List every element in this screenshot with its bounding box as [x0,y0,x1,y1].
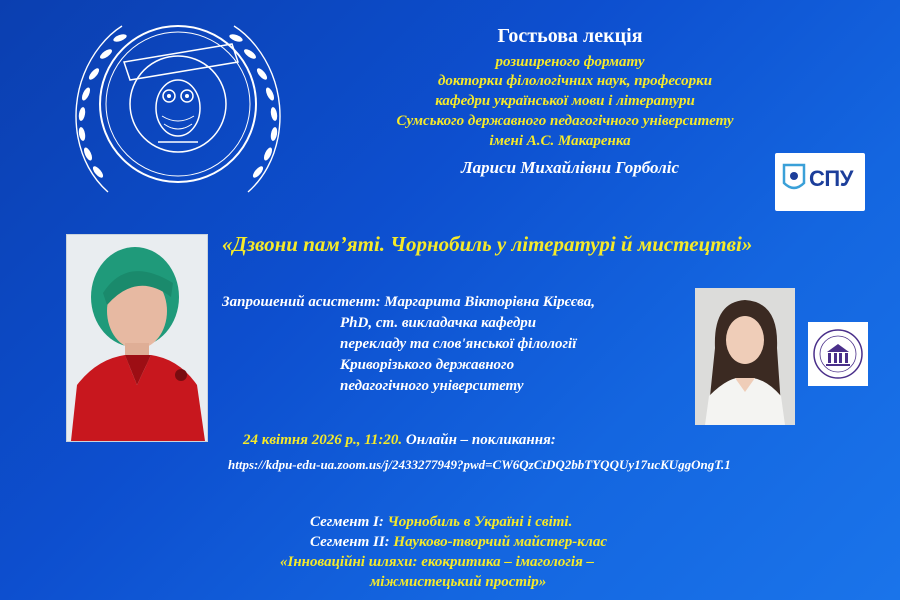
event-type-title: Гостьова лекція [497,25,643,47]
spu-university-logo [775,153,865,211]
kdpu-university-logo [808,322,868,386]
speaker-portrait-photo [66,234,208,442]
segment-two-subtitle-end: міжмистецький простір» [370,574,547,590]
segment-one-label: Сегмент І: [310,514,384,530]
segment-two-label: Сегмент ІІ: [310,534,390,550]
segment-one-text: Чорнобиль в Україні і світі. [383,514,573,530]
zoom-link[interactable]: https://kdpu-edu-ua.zoom.us/j/2433277949?pwd=CW6QzCtDQ2bbTYQQUy17ucKUggOngT.1 [228,457,731,472]
assistant-line: педагогічного університету [340,378,524,394]
assistant-line: PhD, ст. викладачка кафедри [340,315,537,331]
segment-two [310,532,607,552]
format-line: розширеного формату [495,54,645,70]
lecture-title: «Дзвони пам’яті. Чорнобиль у літературі й мистецтві» [222,232,753,256]
spu-logo-text: СПУ [809,166,853,191]
university-seal-logo [62,4,294,212]
speaker-name: Лариси Михайлівни Горболіс [460,158,680,177]
assistant-line: Запрошений асистент: Маргарита Вікторівна Кірєєва, [222,294,595,310]
assistant-info [222,292,682,397]
speaker-university-name-line: імені А.С. Макаренка [489,133,631,149]
assistant-portrait-photo [695,288,795,425]
spu-emblem-icon [781,163,807,195]
assistant-line: Криворізького державного [340,357,515,373]
segment-two-subtitle: «Інноваційні шляхи: екокритика – імагологія – [280,554,595,570]
assistant-line: перекладу та слов'янської філології [340,336,577,352]
speaker-degree-line: докторки філологічних наук, професорки [437,73,713,89]
speaker-university-line: Сумського державного педагогічного університету [396,113,734,129]
event-date-line [243,432,663,449]
segment-two-text: Науково-творчий майстер-клас [389,534,608,550]
speaker-department-line: кафедри української мови і літератури [435,93,695,109]
event-datetime: 24 квітня 2026 р., 11:20. [243,432,403,448]
online-link-label: Онлайн – покликання: [402,432,556,448]
segment-one [310,512,572,532]
